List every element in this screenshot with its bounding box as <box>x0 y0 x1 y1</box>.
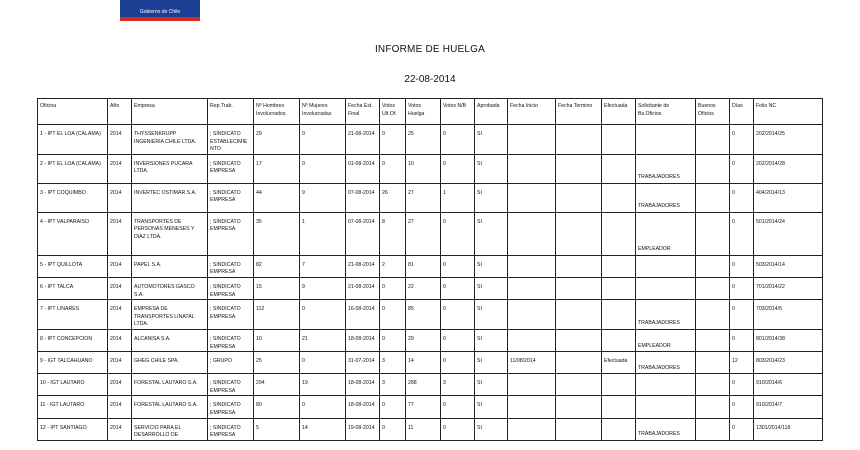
cell-buenos <box>696 418 730 440</box>
cell-mujeres: 0 <box>300 396 346 418</box>
cell-folio: 202/2014/25 <box>754 125 823 155</box>
cell-folio: 501/2014/24 <box>754 212 823 255</box>
cell-rep: ; SINDICATO EMPRESA <box>208 329 254 351</box>
cell-fecha-termino <box>556 300 602 330</box>
table-row <box>38 418 823 440</box>
cell-dias: 0 <box>730 212 754 255</box>
cell-aprobada: SI <box>475 352 508 374</box>
cell-fecha-inicio <box>508 154 556 183</box>
cell-dias: 0 <box>730 255 754 277</box>
cell-votos-huelga: 27 <box>406 212 441 255</box>
cell-votos-nb: 0 <box>441 396 475 418</box>
cell-dias: 0 <box>730 300 754 330</box>
cell-buenos <box>696 352 730 374</box>
cell-votos-nb: 0 <box>441 300 475 330</box>
cell-aprobada: SI <box>475 255 508 277</box>
cell-efectuada <box>602 125 636 155</box>
cell-hombres: 80 <box>254 396 300 418</box>
cell-mujeres: 1 <box>300 212 346 255</box>
cell-votos-nb: 0 <box>441 277 475 299</box>
cell-fecha-inicio <box>508 300 556 330</box>
cell-empresa: AUTOMOTORES GASCO S.A. <box>132 277 208 299</box>
cell-dias: 12 <box>730 352 754 374</box>
cell-rep: ; SINDICATO EMPRESA <box>208 396 254 418</box>
column-header: Aprobada <box>475 99 508 125</box>
table-row <box>38 300 823 330</box>
table-row <box>38 329 823 351</box>
cell-buenos <box>696 277 730 299</box>
cell-fecha-final: 01-08-2014 <box>346 154 380 183</box>
cell-anio: 2014 <box>108 154 132 183</box>
cell-votos-huelga: 11 <box>406 418 441 440</box>
cell-anio: 2014 <box>108 183 132 212</box>
column-header: Rep.Trab. <box>208 99 254 125</box>
cell-mujeres: 0 <box>300 125 346 155</box>
cell-fecha-termino <box>556 183 602 212</box>
cell-empresa: TRANSPORTES DE PERSONAS MENESES Y DIAZ LTDA. <box>132 212 208 255</box>
column-header: Buenos Oficios <box>696 99 730 125</box>
cell-folio: 1301/2014/118 <box>754 418 823 440</box>
cell-solicitante: TRABAJADORES <box>636 352 696 374</box>
cell-rep: ; SINDICATO EMPRESA <box>208 183 254 212</box>
cell-fecha-inicio <box>508 277 556 299</box>
cell-dias: 0 <box>730 418 754 440</box>
cell-empresa: PAPEL S.A. <box>132 255 208 277</box>
cell-mujeres: 0 <box>300 154 346 183</box>
cell-efectuada <box>602 212 636 255</box>
table-header <box>38 99 823 125</box>
column-header: Fecha Est. Final <box>346 99 380 125</box>
cell-anio: 2014 <box>108 329 132 351</box>
cell-fecha-final: 18-08-2014 <box>346 329 380 351</box>
cell-votos-huelga: 25 <box>406 125 441 155</box>
cell-anio: 2014 <box>108 212 132 255</box>
cell-oficina: 1 - IPT EL LOA (CALAMA) <box>38 125 108 155</box>
strike-report-table <box>37 98 823 441</box>
table-row <box>38 154 823 183</box>
cell-votos-ult: 0 <box>380 277 406 299</box>
cell-empresa: INVERSIONES PUCARA LTDA. <box>132 154 208 183</box>
cell-votos-huelga: 29 <box>406 329 441 351</box>
cell-hombres: 15 <box>254 277 300 299</box>
cell-aprobada: SI <box>475 277 508 299</box>
cell-hombres: 5 <box>254 418 300 440</box>
gobierno-logo <box>120 0 200 21</box>
cell-votos-nb: 0 <box>441 125 475 155</box>
cell-rep: ; SINDICATO EMPRESA <box>208 300 254 330</box>
cell-aprobada: SI <box>475 329 508 351</box>
cell-votos-huelga: 27 <box>406 183 441 212</box>
cell-solicitante <box>636 255 696 277</box>
cell-aprobada: SI <box>475 396 508 418</box>
cell-votos-huelga: 81 <box>406 255 441 277</box>
cell-votos-nb: 0 <box>441 154 475 183</box>
cell-mujeres: 9 <box>300 277 346 299</box>
cell-fecha-termino <box>556 154 602 183</box>
column-header: Folio NC <box>754 99 823 125</box>
cell-empresa: EMPRESA DE TRANSPORTES LINATAL LTDA. <box>132 300 208 330</box>
cell-fecha-termino <box>556 255 602 277</box>
cell-efectuada <box>602 329 636 351</box>
column-header: Fecha Inicio <box>508 99 556 125</box>
cell-fecha-termino <box>556 418 602 440</box>
table-row <box>38 125 823 155</box>
cell-anio: 2014 <box>108 418 132 440</box>
cell-efectuada <box>602 183 636 212</box>
table-row <box>38 212 823 255</box>
cell-oficina: 3 - IPT COQUIMBO <box>38 183 108 212</box>
cell-aprobada: SI <box>475 183 508 212</box>
cell-mujeres: 9 <box>300 183 346 212</box>
cell-votos-ult: 0 <box>380 125 406 155</box>
cell-rep: ; SINDICATO EMPRESA <box>208 212 254 255</box>
cell-fecha-final: 21-08-2014 <box>346 125 380 155</box>
cell-empresa: ALCANISA S.A. <box>132 329 208 351</box>
table-row <box>38 374 823 396</box>
column-header: Votos Ult.Of. <box>380 99 406 125</box>
cell-hombres: 25 <box>254 352 300 374</box>
cell-buenos <box>696 396 730 418</box>
cell-votos-ult: 26 <box>380 183 406 212</box>
cell-dias: 0 <box>730 277 754 299</box>
report-title: INFORME DE HUELGA <box>374 44 486 55</box>
cell-hombres: 10 <box>254 329 300 351</box>
cell-mujeres: 0 <box>300 352 346 374</box>
cell-dias: 0 <box>730 329 754 351</box>
cell-folio: 701/2014/22 <box>754 277 823 299</box>
cell-votos-ult: 0 <box>380 396 406 418</box>
cell-solicitante: EMPLEADOR <box>636 329 696 351</box>
cell-solicitante: TRABAJADORES <box>636 154 696 183</box>
table-row <box>38 352 823 374</box>
cell-empresa: THYSSENKRUPP INGENIERIA CHILE LTDA. <box>132 125 208 155</box>
cell-solicitante <box>636 374 696 396</box>
cell-oficina: 9 - IGT TALCAHUANO <box>38 352 108 374</box>
cell-anio: 2014 <box>108 125 132 155</box>
table-body <box>38 125 823 441</box>
cell-aprobada: SI <box>475 374 508 396</box>
cell-empresa: GHEG CHILE SPA. <box>132 352 208 374</box>
cell-fecha-inicio <box>508 125 556 155</box>
cell-solicitante: TRABAJADORES <box>636 183 696 212</box>
cell-aprobada: SI <box>475 212 508 255</box>
cell-votos-huelga: 288 <box>406 374 441 396</box>
cell-dias: 0 <box>730 374 754 396</box>
cell-fecha-termino <box>556 277 602 299</box>
cell-solicitante: TRABAJADORES <box>636 300 696 330</box>
cell-solicitante: TRABAJADORES <box>636 418 696 440</box>
cell-dias: 0 <box>730 396 754 418</box>
cell-hombres: 17 <box>254 154 300 183</box>
column-header: Nº Mujeres Involucradas <box>300 99 346 125</box>
cell-oficina: 10 - IGT LAUTARO <box>38 374 108 396</box>
cell-votos-ult: 0 <box>380 418 406 440</box>
cell-aprobada: SI <box>475 154 508 183</box>
cell-votos-ult: 0 <box>380 300 406 330</box>
cell-fecha-final: 21-08-2014 <box>346 255 380 277</box>
cell-votos-nb: 0 <box>441 352 475 374</box>
cell-empresa: SERVICIO PARA EL DESARROLLO DE <box>132 418 208 440</box>
cell-oficina: 2 - IPT EL LOA (CALAMA) <box>38 154 108 183</box>
cell-hombres: 294 <box>254 374 300 396</box>
cell-fecha-final: 31-07-2014 <box>346 352 380 374</box>
cell-rep: ; SINDICATO EMPRESA <box>208 374 254 396</box>
column-header: Empresa <box>132 99 208 125</box>
column-header: Votos Huelga <box>406 99 441 125</box>
cell-oficina: 7 - IPT LINARES <box>38 300 108 330</box>
cell-votos-ult: 3 <box>380 374 406 396</box>
cell-buenos <box>696 183 730 212</box>
cell-votos-nb: 0 <box>441 255 475 277</box>
column-header: Año <box>108 99 132 125</box>
column-header: Solicitante de Bs.Oficios <box>636 99 696 125</box>
cell-fecha-inicio <box>508 374 556 396</box>
cell-fecha-inicio <box>508 329 556 351</box>
cell-dias: 0 <box>730 183 754 212</box>
cell-mujeres: 14 <box>300 418 346 440</box>
cell-anio: 2014 <box>108 352 132 374</box>
cell-fecha-termino <box>556 374 602 396</box>
cell-fecha-inicio <box>508 418 556 440</box>
cell-anio: 2014 <box>108 300 132 330</box>
cell-votos-ult: 0 <box>380 154 406 183</box>
cell-fecha-final: 18-08-2014 <box>346 396 380 418</box>
cell-fecha-inicio <box>508 212 556 255</box>
cell-fecha-inicio <box>508 183 556 212</box>
cell-folio: 803/2014/23 <box>754 352 823 374</box>
cell-oficina: 4 - IPT VALPARAISO <box>38 212 108 255</box>
cell-folio: 910/2014/7 <box>754 396 823 418</box>
cell-votos-huelga: 22 <box>406 277 441 299</box>
cell-efectuada <box>602 374 636 396</box>
column-header: Días <box>730 99 754 125</box>
cell-folio: 202/2014/28 <box>754 154 823 183</box>
cell-votos-nb: 0 <box>441 212 475 255</box>
cell-rep: ; SINDICATO EMPRESA <box>208 277 254 299</box>
cell-buenos <box>696 154 730 183</box>
cell-rep: ; SINDICATO ESTABLECIMIENTO <box>208 125 254 155</box>
cell-fecha-inicio: 11/08/2014 <box>508 352 556 374</box>
cell-fecha-final: 18-08-2014 <box>346 374 380 396</box>
cell-fecha-termino <box>556 352 602 374</box>
table-row <box>38 183 823 212</box>
cell-votos-ult: 2 <box>380 255 406 277</box>
cell-fecha-termino <box>556 396 602 418</box>
cell-fecha-final: 19-08-2014 <box>346 418 380 440</box>
cell-mujeres: 19 <box>300 374 346 396</box>
cell-buenos <box>696 212 730 255</box>
logo-text: Gobierno de Chile <box>139 9 181 15</box>
cell-buenos <box>696 125 730 155</box>
cell-fecha-termino <box>556 125 602 155</box>
cell-mujeres: 21 <box>300 329 346 351</box>
cell-votos-ult: 3 <box>380 352 406 374</box>
cell-votos-huelga: 77 <box>406 396 441 418</box>
cell-empresa: INVERTEC OSTIMAR S.A. <box>132 183 208 212</box>
column-header: Efectuada <box>602 99 636 125</box>
cell-mujeres: 7 <box>300 255 346 277</box>
cell-hombres: 29 <box>254 125 300 155</box>
column-header: Nº Hombres Involucrados <box>254 99 300 125</box>
cell-efectuada <box>602 255 636 277</box>
cell-votos-ult: 8 <box>380 212 406 255</box>
column-header: Votos N/B <box>441 99 475 125</box>
cell-buenos <box>696 300 730 330</box>
cell-aprobada: SI <box>475 418 508 440</box>
cell-votos-nb: 0 <box>441 329 475 351</box>
cell-solicitante: EMPLEADOR <box>636 212 696 255</box>
cell-hombres: 82 <box>254 255 300 277</box>
cell-empresa: FORESTAL LAUTARO S.A. <box>132 374 208 396</box>
cell-efectuada: Efectuada <box>602 352 636 374</box>
cell-votos-ult: 0 <box>380 329 406 351</box>
cell-dias: 0 <box>730 154 754 183</box>
cell-efectuada <box>602 418 636 440</box>
cell-efectuada <box>602 300 636 330</box>
cell-fecha-final: 07-08-2014 <box>346 183 380 212</box>
cell-hombres: 44 <box>254 183 300 212</box>
cell-oficina: 11 - IGT LAUTARO <box>38 396 108 418</box>
cell-fecha-final: 21-08-2014 <box>346 277 380 299</box>
header-row <box>38 99 823 125</box>
cell-empresa: FORESTAL LAUTARO S.A. <box>132 396 208 418</box>
cell-oficina: 8 - IPT CONCEPCION <box>38 329 108 351</box>
cell-votos-huelga: 14 <box>406 352 441 374</box>
table-row <box>38 255 823 277</box>
cell-rep: ; SINDICATO EMPRESA <box>208 418 254 440</box>
cell-hombres: 112 <box>254 300 300 330</box>
table-row <box>38 277 823 299</box>
cell-buenos <box>696 255 730 277</box>
cell-votos-nb: 3 <box>441 374 475 396</box>
cell-folio: 801/2014/38 <box>754 329 823 351</box>
report-date: 22-08-2014 <box>404 74 456 85</box>
cell-folio: 703/2014/5 <box>754 300 823 330</box>
cell-dias: 0 <box>730 125 754 155</box>
cell-anio: 2014 <box>108 374 132 396</box>
cell-oficina: 5 - IPT QUILLOTA <box>38 255 108 277</box>
cell-hombres: 35 <box>254 212 300 255</box>
cell-fecha-final: 07-08-2014 <box>346 212 380 255</box>
cell-fecha-inicio <box>508 396 556 418</box>
cell-fecha-termino <box>556 329 602 351</box>
cell-folio: 503/2014/14 <box>754 255 823 277</box>
cell-aprobada: SI <box>475 125 508 155</box>
cell-votos-nb: 0 <box>441 418 475 440</box>
column-header: Fecha Termino <box>556 99 602 125</box>
cell-rep: ; SINDICATO EMPRESA <box>208 255 254 277</box>
cell-anio: 2014 <box>108 277 132 299</box>
cell-anio: 2014 <box>108 396 132 418</box>
cell-votos-huelga: 10 <box>406 154 441 183</box>
cell-efectuada <box>602 154 636 183</box>
cell-fecha-final: 16-08-2014 <box>346 300 380 330</box>
cell-mujeres: 0 <box>300 300 346 330</box>
cell-solicitante <box>636 277 696 299</box>
cell-anio: 2014 <box>108 255 132 277</box>
cell-rep: ; SINDICATO EMPRESA <box>208 154 254 183</box>
cell-buenos <box>696 374 730 396</box>
cell-oficina: 12 - IPT SANTIAGO <box>38 418 108 440</box>
cell-oficina: 6 - IPT TALCA <box>38 277 108 299</box>
table-row <box>38 396 823 418</box>
column-header: Oficina <box>38 99 108 125</box>
cell-votos-nb: 1 <box>441 183 475 212</box>
cell-aprobada: SI <box>475 300 508 330</box>
cell-solicitante <box>636 125 696 155</box>
cell-efectuada <box>602 277 636 299</box>
cell-folio: 910/2014/6 <box>754 374 823 396</box>
cell-efectuada <box>602 396 636 418</box>
cell-rep: ; GRUPO <box>208 352 254 374</box>
cell-fecha-termino <box>556 212 602 255</box>
cell-fecha-inicio <box>508 255 556 277</box>
cell-folio: 404/2014/13 <box>754 183 823 212</box>
cell-votos-huelga: 85 <box>406 300 441 330</box>
cell-solicitante <box>636 396 696 418</box>
cell-buenos <box>696 329 730 351</box>
